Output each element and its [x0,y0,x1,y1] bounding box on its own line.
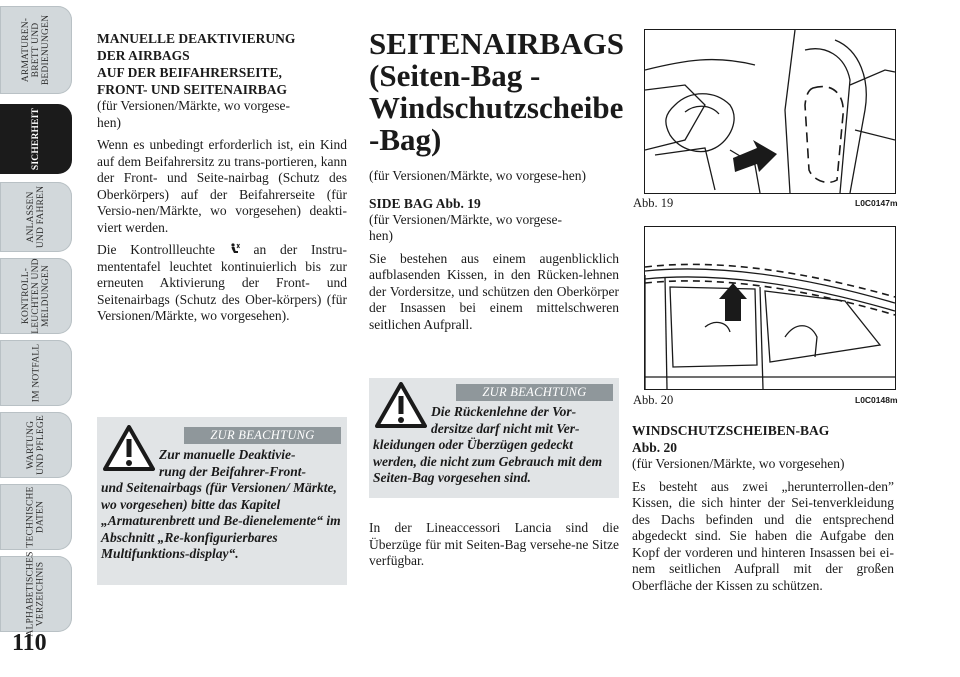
warning-box-deactivation [97,417,347,585]
figure-window-bag [644,226,896,390]
paragraph-child-seat: Wenn es unbedingt erforderlich ist, ein Kind auf dem Beifahrersitz zu trans-portieren, kann der Front- und Seite-nairbag (Schutz des Oberkörpers) auf der Beifahrerseite (für Versio-nen/Märkte, wo vorgesehen) deakti-viert werden. [97,137,347,235]
tab-label: ALPHABETISCHES VERZEICHNIS [26,551,46,637]
figure-20-code: L0C0148m [855,395,898,405]
tab-label: SICHERHEIT [31,107,41,171]
airbag-off-icon [229,242,240,257]
window-bag-heading: WINDSCHUTZSCHEIBEN-BAG Abb. 20 [632,423,830,455]
accessory-text: In der Lineaccessori Lancia sind die Überzüge für mit Seiten-Bag versehe-ne Sitze verfügbar. [369,520,619,568]
side-bag-text: Sie bestehen aus einem augenblicklich aufblasenden Kissen, in den Rücken-lehnen der Vordersitze, und schützen den Oberkörper der Insassen bei einem mittelschweren seitlichen Aufprall. [369,250,619,332]
warning-text: und Seitenairbags (für Versionen/ Märkte, wo vorgesehen) bitte das Kapitel „Armaturenbrett und Be-dienelemente“ im Abschnitt „Re-konfigurierbares Multifunktions-display“. [101,480,341,561]
tab-notfall[interactable] [0,340,72,406]
title-note: (für Versionen/Märkte, wo vorgese-hen) [369,168,586,183]
section-heading: MANUELLE DEAKTIVIERUNG DER AIRBAGS AUF DER BEIFAHRERSEITE, FRONT- UND SEITENAIRBAG [97,31,296,97]
tab-armaturenbrett[interactable] [0,6,72,94]
warning-triangle-icon [375,382,427,433]
figure-19-code: L0C0147m [855,198,898,208]
tab-label: WARTUNG UND PFLEGE [25,415,46,475]
tab-sicherheit[interactable] [0,104,72,174]
paragraph-warning-light: Die Kontrollleuchte an der Instru-mententafel leuchtet kontinuierlich bis zur erneuten Aktivierung der Front- und Seitenairbags (Schutz des Ober-körpers) (für Versionen/Märkte, wo vorgesehen). [97,242,347,323]
figure-19-caption: Abb. 19 [633,196,674,210]
section-note: (für Versionen/Märkte, wo vorgese- hen) [97,98,290,130]
figure-20-caption: Abb. 20 [633,393,674,407]
tab-anlassen[interactable] [0,182,72,252]
tab-label: KONTROLL- LEUCHTEN UND MELDUNGEN [21,258,51,334]
window-bag-note: (für Versionen/Märkte, wo vorgesehen) [632,456,845,471]
tab-label: ARMATUREN- BRETT UND BEDIENUNGEN [21,14,51,86]
page-title: SEITENAIRBAGS (Seiten-Bag - Windschutzscheibe -Bag) [369,26,624,157]
tab-verzeichnis[interactable] [0,551,72,637]
column-side-airbags [369,26,624,333]
column-window-bag [632,422,894,594]
window-bag-text: Es besteht aus zwei „herunterrollen-den” Kissen, die sich hinter der Sei-tenverkleidung des Dachs befinden und die entsprechend abgedeckt sind. Sie haben die Aufgabe den Kopf der vorderen und hinteren Insassen bei ei-nem seitlichen Aufprall mit der großen Oberfläche der Kissen zu schützen. [632,478,894,593]
tab-label: TECHNISCHE DATEN [26,486,46,548]
column-manual-deactivation [97,30,347,325]
warning-text: kleidungen oder Überzügen gedeckt werden, die nicht zum Gebrauch mit dem Seiten-Bag vorgesehen sind. [373,437,603,485]
seat-side-bag-illustration [645,30,895,193]
warning-title: ZUR BEACHTUNG [184,427,341,444]
warning-text-lead: Zur manuelle Deaktivie- rung der Beifahrer-Front- [159,447,307,479]
side-bag-note: (für Versionen/Märkte, wo vorgese- hen) [369,211,562,243]
warning-triangle-icon [103,425,155,476]
tab-label: IM NOTFALL [31,343,41,403]
warning-title: ZUR BEACHTUNG [456,384,613,401]
tab-kontrollleuchten[interactable] [0,258,72,334]
figure-side-bag [644,29,896,194]
page-number: 110 [12,630,47,656]
tab-label: ANLASSEN UND FAHREN [25,185,46,249]
warning-box-seat-covers [369,378,619,498]
chapter-index [0,0,80,640]
tab-wartung[interactable] [0,412,72,478]
tab-technische-daten[interactable] [0,484,72,550]
side-bag-heading: SIDE BAG Abb. 19 [369,195,481,211]
warning-text-lead: Die Rückenlehne der Vor- dersitze darf nicht mit Ver- [431,404,580,436]
car-window-bag-illustration [645,227,895,389]
